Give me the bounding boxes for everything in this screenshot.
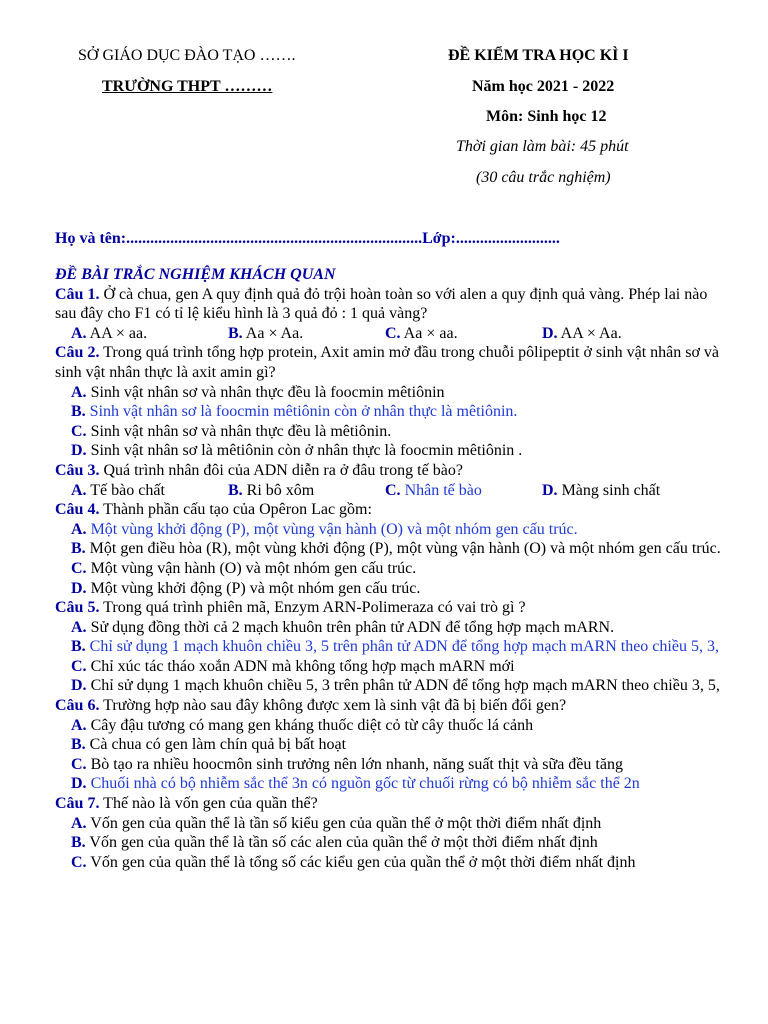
option-letter: A.	[71, 481, 87, 499]
option-letter: B.	[71, 736, 86, 754]
question-4	[55, 500, 725, 520]
question-1	[55, 285, 725, 324]
student-info-line	[55, 230, 560, 248]
question-text: Thành phần cấu tạo của Opêron Lac gồm:	[99, 501, 372, 519]
option-b	[55, 539, 725, 559]
option-text: Bò tạo ra nhiều hoocmôn sinh trưởng nên lớn nhanh, năng suất thịt và sữa đều tăng	[86, 755, 623, 773]
option-c	[55, 755, 725, 775]
school-name: TRƯỜNG THPT ………	[102, 78, 273, 95]
option-text: AA × Aa.	[557, 324, 622, 342]
question-text: Thế nào là vốn gen của quần thể?	[99, 795, 318, 813]
question-label: Câu 1.	[55, 285, 100, 303]
question-count: (30 câu trắc nghiệm)	[476, 169, 611, 186]
question-label: Câu 6.	[55, 697, 100, 715]
option-b	[228, 481, 385, 501]
option-c	[55, 559, 725, 579]
option-text: Chỉ sử dụng 1 mạch khuôn chiều 5, 3 trên phân tử ADN để tổng hợp mạch mARN theo chiều 3, 5,	[86, 677, 720, 695]
option-c	[385, 324, 542, 344]
option-letter: D.	[71, 442, 87, 460]
option-c	[55, 853, 725, 873]
option-b	[55, 402, 725, 422]
question-text: Ở cà chua, gen A quy định quả đỏ trội hoàn toàn so với alen a quy định quả vàng. Phép lai nào sau đây cho F1 có tỉ lệ kiểu hình là 3 quả đỏ : 1 quả vàng?	[55, 285, 708, 323]
question-text: Trường hợp nào sau đây không được xem là sinh vật đã bị biến đổi gen?	[99, 697, 567, 715]
option-text: Sinh vật nhân sơ và nhân thực đều là foocmin mêtiônin	[86, 383, 445, 401]
option-letter: B.	[71, 403, 86, 421]
question-3	[55, 461, 725, 481]
option-a	[55, 618, 725, 638]
option-text: Sinh vật nhân sơ là mêtiônin còn ở nhân thực là foocmin mêtiônin .	[86, 442, 523, 460]
option-letter: A.	[71, 383, 87, 401]
time-limit: Thời gian làm bài: 45 phút	[456, 138, 629, 155]
department-header: SỞ GIÁO DỤC ĐÀO TẠO …….	[78, 47, 296, 64]
question-6	[55, 696, 725, 716]
section-title: ĐỀ BÀI TRẮC NGHIỆM KHÁCH QUAN	[55, 266, 336, 283]
option-text: Chỉ xúc tác tháo xoắn ADN mà không tổng hợp mạch mARN mới	[86, 657, 515, 675]
option-text: Vốn gen của quần thể là tổng số các kiểu gen của quần thể ở một thời điểm nhất định	[86, 853, 636, 871]
option-c	[55, 422, 725, 442]
question-2	[55, 343, 725, 382]
option-text: AA × aa.	[86, 324, 148, 342]
option-b	[55, 735, 725, 755]
question-text: Trong quá trình phiên mã, Enzym ARN-Polimeraza có vai trò gì ?	[99, 599, 526, 617]
subject: Môn: Sinh học 12	[486, 108, 607, 125]
option-b	[55, 637, 725, 657]
option-a	[55, 383, 725, 403]
option-letter: C.	[385, 324, 401, 342]
option-letter: D.	[71, 677, 87, 695]
option-letter: D.	[542, 481, 558, 499]
option-text: Chuối nhà có bộ nhiễm sắc thể 3n có nguồn gốc từ chuối rừng có bộ nhiễm sắc thể 2n	[86, 775, 640, 793]
option-letter: B.	[228, 481, 243, 499]
option-letter: C.	[71, 755, 87, 773]
option-b	[228, 324, 385, 344]
question-text: Trong quá trình tổng hợp protein, Axit amin mở đầu trong chuỗi pôlipeptit ở sinh vật nhân sơ và sinh vật nhân thực là axit amin gì?	[55, 344, 720, 381]
options-row	[55, 481, 725, 501]
option-letter: C.	[71, 657, 87, 675]
option-d	[542, 481, 660, 501]
question-label: Câu 7.	[55, 795, 100, 813]
option-text: Cà chua có gen làm chín quả bị bất hoạt	[85, 736, 347, 754]
option-letter: A.	[71, 618, 87, 636]
option-letter: B.	[71, 638, 86, 656]
option-a	[71, 481, 228, 501]
option-a	[55, 520, 725, 540]
option-text: Vốn gen của quần thể là tần số kiểu gen của quần thể ở một thời điểm nhất định	[86, 814, 602, 832]
option-text: Vốn gen của quần thể là tần số các alen của quần thể ở một thời điểm nhất định	[85, 834, 598, 852]
option-letter: D.	[71, 579, 87, 597]
option-text: Chỉ sử dụng 1 mạch khuôn chiều 3, 5 trên phân tử ADN để tổng hợp mạch mARN theo chiều 5, 3,	[85, 638, 719, 656]
option-a	[55, 814, 725, 834]
school-year: Năm học 2021 - 2022	[472, 78, 615, 95]
question-label: Câu 2.	[55, 344, 100, 362]
option-text: Màng sinh chất	[557, 481, 661, 499]
option-b	[55, 833, 725, 853]
question-text: Quá trình nhân đôi của ADN diễn ra ở đâu trong tế bào?	[99, 461, 463, 479]
option-text: Tế bào chất	[86, 481, 165, 499]
option-text: Nhân tế bào	[400, 481, 482, 499]
option-a	[71, 324, 228, 344]
option-text: Sinh vật nhân sơ và nhân thực đều là mêtiônin.	[86, 422, 392, 440]
option-letter: D.	[542, 324, 558, 342]
option-letter: C.	[385, 481, 401, 499]
option-text: Một vùng khởi động (P), một vùng vận hành (O) và một nhóm gen cấu trúc.	[86, 520, 578, 538]
option-a	[55, 716, 725, 736]
question-label: Câu 5.	[55, 599, 100, 617]
question-label: Câu 4.	[55, 501, 100, 519]
option-letter: B.	[228, 324, 243, 342]
exam-body	[55, 265, 725, 872]
question-7	[55, 794, 725, 814]
name-dots: ..........................................................................	[126, 230, 423, 247]
exam-title: ĐỀ KIỂM TRA HỌC KÌ I	[448, 47, 629, 64]
option-letter: B.	[71, 540, 86, 558]
option-letter: D.	[71, 775, 87, 793]
name-label: Họ và tên:	[55, 230, 127, 247]
option-text: Sử dụng đồng thời cả 2 mạch khuôn trên phân tử ADN để tổng hợp mạch mARN.	[86, 618, 615, 636]
option-d	[55, 441, 725, 461]
option-d	[55, 774, 725, 794]
option-text: Một vùng khởi động (P) và một nhóm gen cấu trúc.	[86, 579, 421, 597]
option-letter: C.	[71, 559, 87, 577]
class-label: Lớp:	[422, 230, 456, 247]
option-d	[542, 324, 622, 344]
option-text: Aa × aa.	[400, 324, 458, 342]
option-letter: A.	[71, 814, 87, 832]
question-5	[55, 598, 725, 618]
option-text: Cây đậu tương có mang gen kháng thuốc diệt cỏ từ cây thuốc lá cảnh	[86, 716, 534, 734]
option-letter: B.	[71, 834, 86, 852]
option-c	[55, 657, 725, 677]
option-c	[385, 481, 542, 501]
option-letter: A.	[71, 716, 87, 734]
option-text: Một vùng vận hành (O) và một nhóm gen cấu trúc.	[86, 559, 417, 577]
option-text: Aa × Aa.	[242, 324, 304, 342]
option-text: Sinh vật nhân sơ là foocmin mêtiônin còn ở nhân thực là mêtiônin.	[85, 403, 518, 421]
option-d	[55, 579, 725, 599]
class-dots: ..........................	[455, 230, 560, 247]
option-letter: C.	[71, 853, 87, 871]
option-letter: A.	[71, 520, 87, 538]
option-text: Một gen điều hòa (R), một vùng khởi động (P), một vùng vận hành (O) và một nhóm gen cấu trúc.	[85, 540, 721, 558]
option-d	[55, 676, 725, 696]
question-label: Câu 3.	[55, 461, 100, 479]
options-row	[55, 324, 725, 344]
option-text: Ri bô xôm	[242, 481, 315, 499]
option-letter: A.	[71, 324, 87, 342]
option-letter: C.	[71, 422, 87, 440]
